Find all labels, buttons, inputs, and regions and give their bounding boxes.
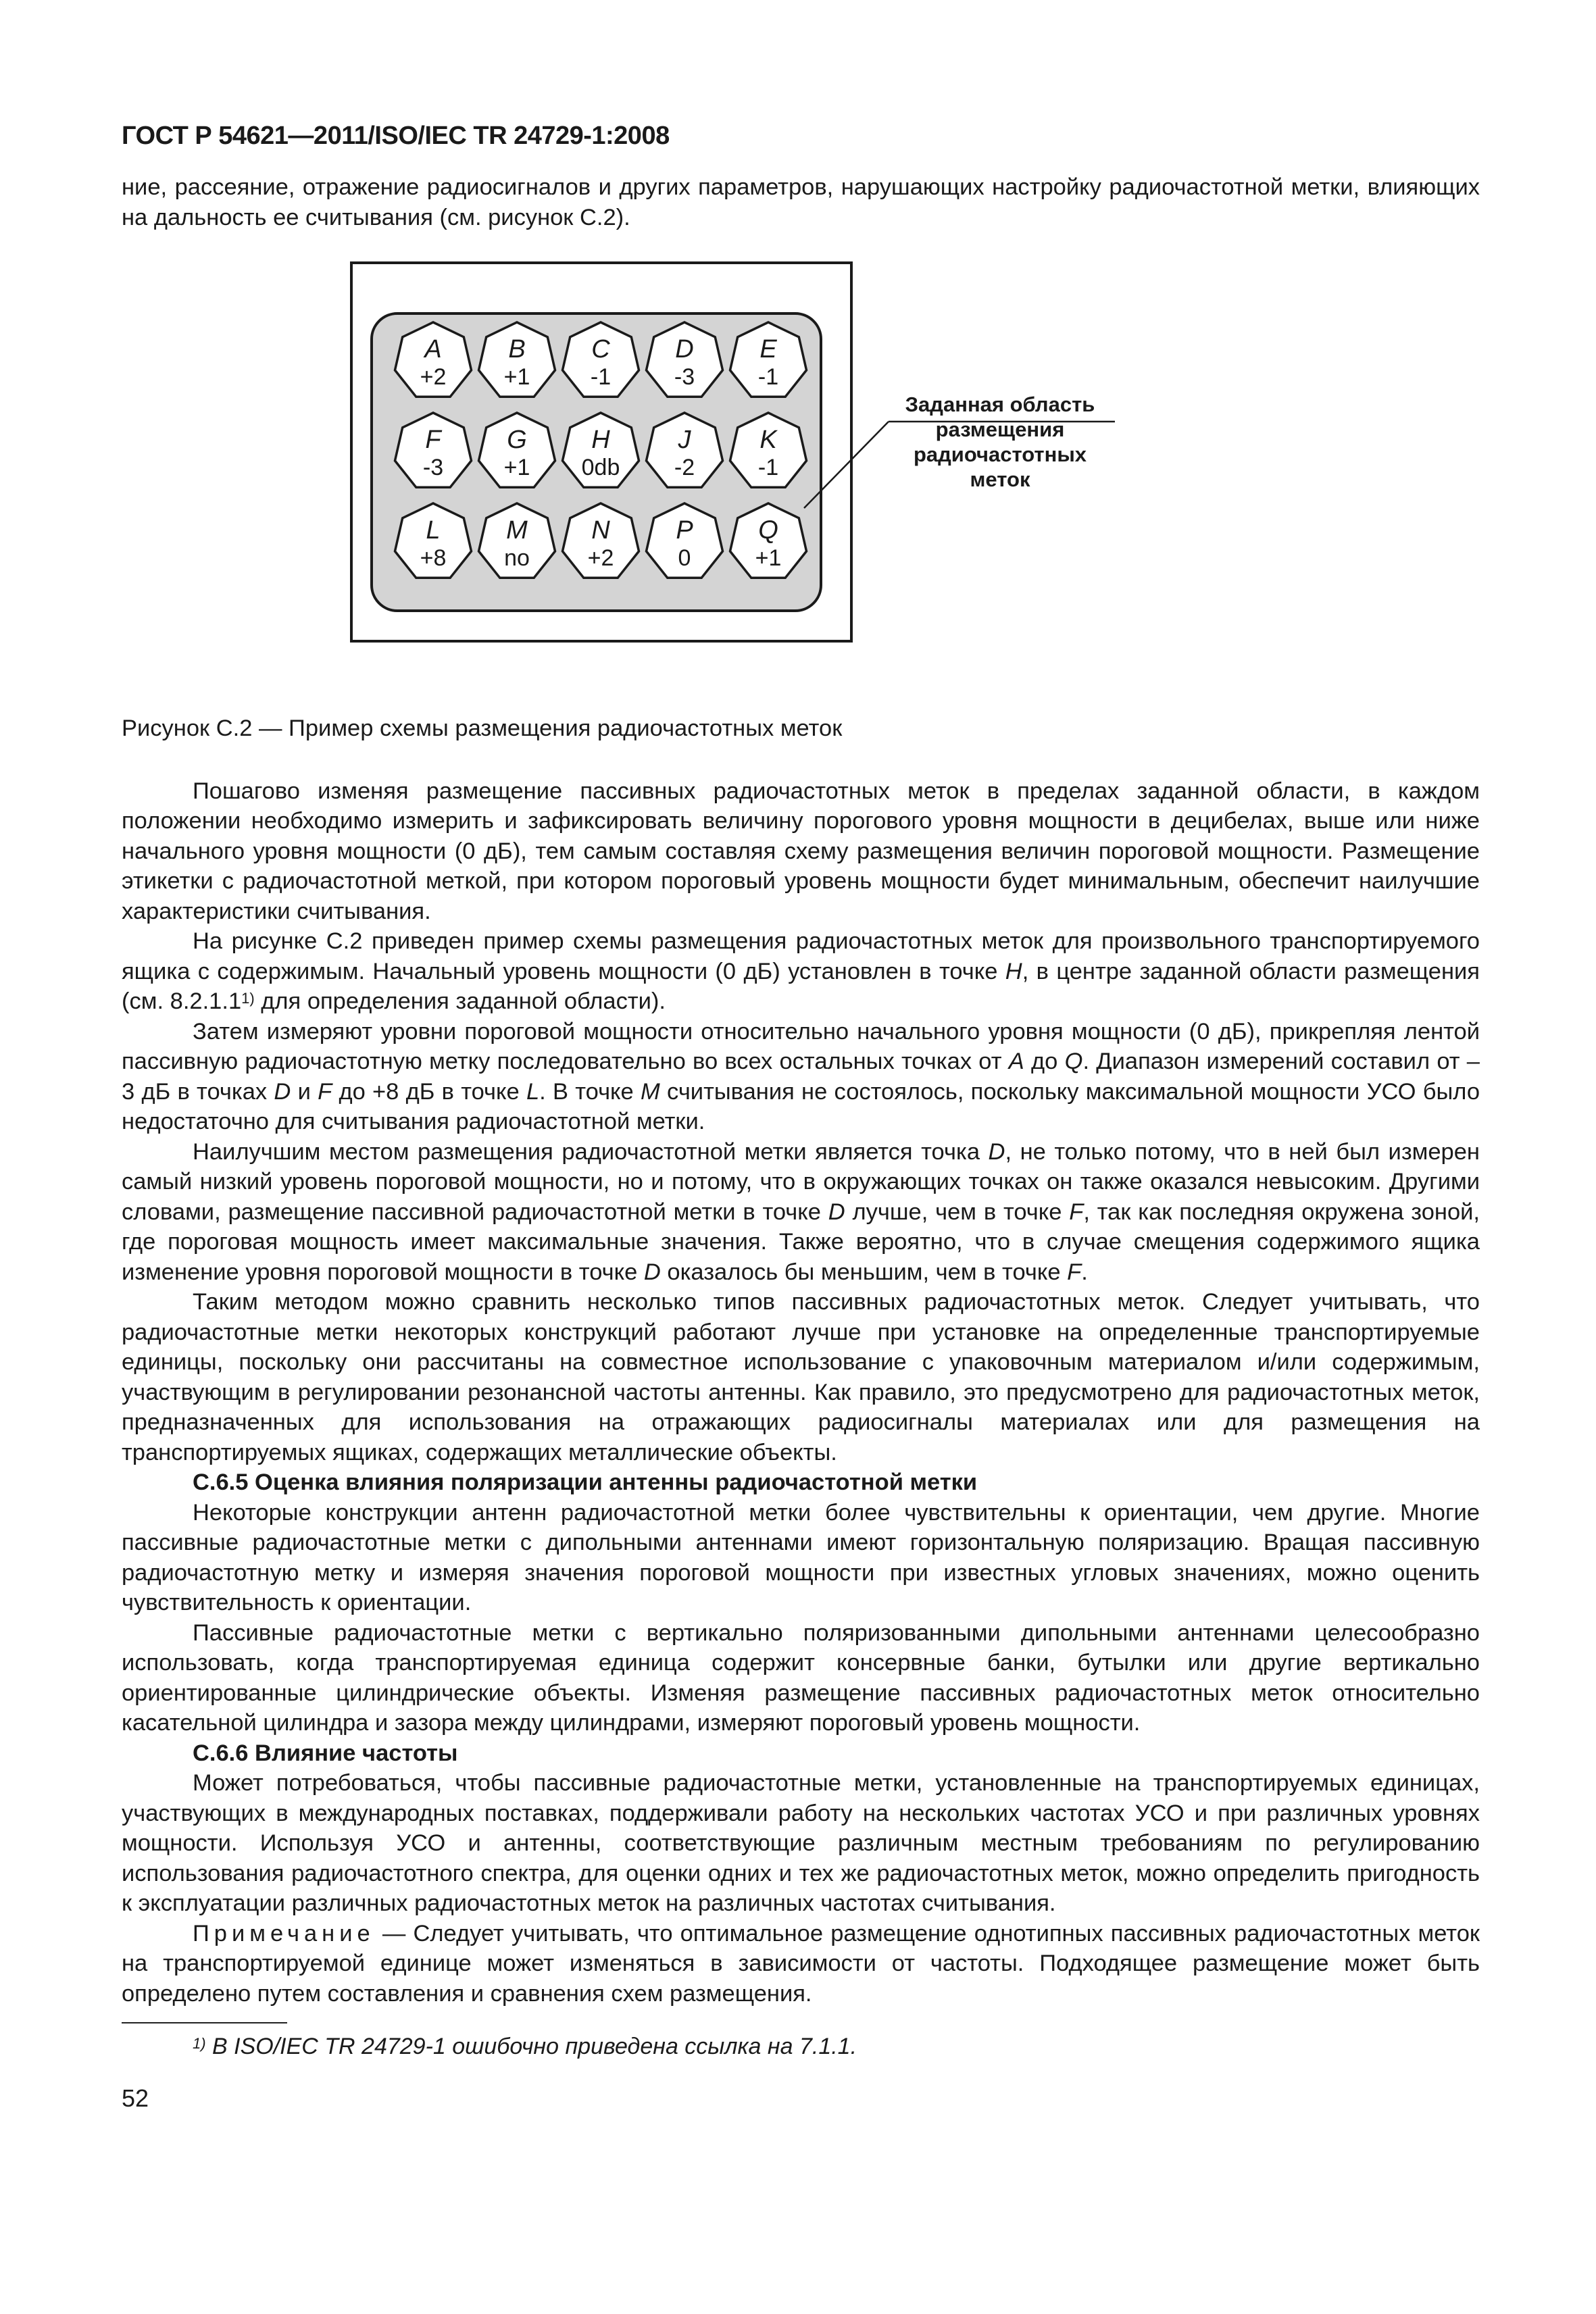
tag-letter: A	[424, 335, 442, 363]
tag-threshold-value: +2	[587, 545, 614, 571]
text-span: , так как последняя окружена зоной, где пороговая мощность имеет максимальные значения. Также вероятно, что в случае смещения содержимого ящика изменение уровня пороговой мощности в точке	[122, 1199, 1480, 1285]
tag-threshold-value: 0	[678, 545, 691, 571]
note-text: — Следует учитывать, что оптимальное размещение однотипных пассивных радиочастотных меток на транспортируемой единице может изменяться в зависимости от частоты. Подходящее размещение может быть определено путем составления и сравнения схем размещения.	[122, 1920, 1480, 2007]
text-span: оказалось бы меньшим, чем в точке	[660, 1259, 1068, 1285]
tag-threshold-value: +1	[503, 364, 530, 390]
tag-letter: F	[425, 426, 441, 454]
area-label-line-4: меток	[970, 468, 1030, 491]
point-ref: F	[1067, 1259, 1082, 1285]
paragraph-6: Некоторые конструкции антенн радиочастотной метки более чувствительны к ориентации, чем другие. Многие пассивные радиочастотные метки с дипольными антеннами имеют горизонтальную поляризацию. Вращая пассивную радиочастотную метку и измеряя значения пороговой мощности при известных угловых значениях, можно оценить чувствительность к ориентации.	[122, 1499, 1480, 1615]
point-ref: A	[1008, 1049, 1024, 1074]
tag-letter: Q	[758, 516, 778, 545]
section-heading-c66: С.6.6 Влияние частоты	[193, 1740, 458, 1766]
footnote-ref: 1)	[241, 990, 255, 1007]
tag-threshold-value: +1	[755, 545, 782, 571]
footnote-text: В ISO/IEC TR 24729-1 ошибочно приведена ссылка на 7.1.1.	[205, 2034, 857, 2059]
tag-threshold-value: 0db	[581, 455, 620, 480]
tag-letter: J	[678, 426, 691, 454]
document-header: ГОСТ Р 54621—2011/ISO/IEC TR 24729-1:2008	[122, 122, 670, 150]
tag-letter: K	[759, 426, 777, 454]
tag-threshold-value: -3	[422, 455, 444, 480]
tag-threshold-value: no	[504, 545, 530, 571]
text-span: . В точке	[539, 1078, 641, 1105]
tag-threshold-value: -2	[674, 455, 695, 480]
point-ref: H	[1005, 958, 1022, 984]
paragraph-2	[122, 926, 1480, 1017]
text-span: На рисунке С.2 приведен пример схемы размещения радиочастотных меток для произвольного транспортируемого ящика с содержимым. Начальный уровень мощности (0 дБ) установлен в точке	[122, 928, 1480, 984]
tag-threshold-value: +8	[420, 545, 447, 571]
intro-paragraph: ние, рассеяние, отражение радиосигналов и других параметров, нарушающих настройку радиочастотной метки, влияющих на дальность ее считывания (см. рисунок С.2).	[122, 174, 1480, 230]
tag-letter: H	[591, 426, 610, 454]
figure-c2	[122, 259, 1480, 699]
point-ref: M	[640, 1078, 660, 1105]
tag-threshold-value: +2	[420, 364, 447, 390]
paragraph-5: Таким методом можно сравнить несколько типов пассивных радиочастотных меток. Следует учитывать, что радиочастотные метки некоторых конструкций работают лучше при установке на определенные транспортируемые единицы, поскольку они рассчитаны на совместное использование с упаковочным материалом и/или содержимым, участвующим в регулировании резонансной частоты антенны. Как правило, это предусмотрено для радиочастотных меток, предназначенных для использования на отражающих радиосигналы материалах или для размещения на транспортируемых ящиках, содержащих металлические объекты.	[122, 1289, 1480, 1465]
tag-letter: N	[591, 516, 610, 545]
tag-threshold-value: -1	[590, 364, 612, 390]
document-page	[122, 122, 1480, 2113]
paragraph-7: Пассивные радиочастотные метки с вертикально поляризованными дипольными антеннами целесообразно использовать, когда транспортируемая единица содержит консервные банки, бутылки или другие вертикально ориентированные цилиндрические объекты. Изменяя размещение пассивных радиочастотных меток относительно касательной цилиндра и зазора между цилиндрами, измеряют пороговый уровень мощности.	[122, 1619, 1480, 1736]
figure-caption: Рисунок С.2 — Пример схемы размещения радиочастотных меток	[122, 715, 843, 741]
tag-letter: G	[507, 426, 527, 454]
tag-threshold-value: -1	[757, 364, 779, 390]
point-ref: F	[318, 1078, 332, 1105]
text-span: считывания не состоялось, поскольку максимальной мощности УСО было недостаточно для считывания радиочастотной метки.	[122, 1078, 1480, 1134]
text-span: лучше, чем в точке	[845, 1199, 1070, 1225]
point-ref: F	[1069, 1199, 1084, 1225]
area-label-line-3: радиочастотных	[913, 443, 1087, 466]
point-ref: Q	[1064, 1049, 1083, 1074]
tag-threshold-value: -3	[674, 364, 695, 390]
tag-threshold-value: +1	[503, 455, 530, 480]
note-label: Примечание	[193, 1920, 375, 1946]
tag-letter: C	[591, 335, 610, 363]
tag-letter: B	[508, 335, 526, 363]
area-label-line-2: размещения	[935, 418, 1065, 441]
page-number: 52	[122, 2084, 149, 2112]
footnote-mark: 1)	[193, 2035, 206, 2052]
text-span: , не только потому, что в ней был измерен самый низкий уровень пороговой мощности, но и потому, что в окружающих точках он также оказался невысоким. Другими словами, размещение пассивной радиочастотной метки в точке	[122, 1138, 1480, 1225]
section-heading-c65: С.6.5 Оценка влияния поляризации антенны радиочастотной метки	[193, 1469, 978, 1495]
point-ref: D	[643, 1259, 661, 1285]
text-span: и	[291, 1078, 318, 1105]
text-span: для определения заданной области).	[254, 988, 666, 1014]
point-ref: L	[526, 1078, 540, 1105]
text-span: до +8 дБ в точке	[332, 1078, 526, 1105]
footnote	[122, 2032, 1480, 2061]
footnote-divider	[122, 2022, 287, 2023]
tag-placement-diagram	[122, 259, 1480, 699]
paragraph-1: Пошагово изменяя размещение пассивных радиочастотных меток в пределах заданной области, в каждом положении необходимо измерить и зафиксировать величину порогового уровня мощности в децибелах, выше или ниже начального уровня мощности (0 дБ), тем самым составляя схему размещения величин пороговой мощности. Размещение этикетки с радиочастотной меткой, при котором пороговый уровень мощности будет минимальным, обеспечит наилучшие характеристики считывания.	[122, 778, 1480, 924]
point-ref: D	[274, 1078, 291, 1105]
point-ref: D	[988, 1138, 1005, 1165]
text-span: .	[1081, 1259, 1088, 1285]
text-span: . Диапазон измерений составил от –3 дБ в точках	[122, 1049, 1480, 1105]
text-span: Затем измеряют уровни пороговой мощности относительно начального уровня мощности (0 дБ), прикрепляя лентой пассивную радиочастотную метку последовательно во всех остальных точках от	[122, 1018, 1480, 1074]
tag-letter: L	[426, 516, 441, 545]
area-label-line-1: Заданная область	[905, 393, 1095, 416]
tag-letter: E	[759, 335, 777, 363]
point-ref: D	[828, 1199, 845, 1225]
tag-letter: P	[676, 516, 693, 545]
tag-threshold-value: -1	[757, 455, 779, 480]
paragraph-8: Может потребоваться, чтобы пассивные радиочастотные метки, установленные на транспортируемых единицах, участвующих в международных поставках, поддерживали работу на нескольких частотах УСО и при различных уровнях мощности. Используя УСО и антенны, соответствующие различным местным требованиям по регулированию использования радиочастотного спектра, для оценки одних и тех же радиочастотных меток, можно определить пригодность к эксплуатации различных радиочастотных меток на различных частотах считывания.	[122, 1770, 1480, 1916]
note-paragraph	[122, 1919, 1480, 2009]
tag-letter: D	[675, 335, 694, 363]
paragraph-3	[122, 1017, 1480, 1137]
text-span: Наилучшим местом размещения радиочастотной метки является точка	[193, 1138, 989, 1165]
text-span: до	[1024, 1049, 1065, 1074]
text-span: , в центре заданной области размещения (см. 8.2.1.1	[122, 958, 1480, 1014]
tag-letter: M	[506, 516, 528, 545]
paragraph-4	[122, 1137, 1480, 1288]
